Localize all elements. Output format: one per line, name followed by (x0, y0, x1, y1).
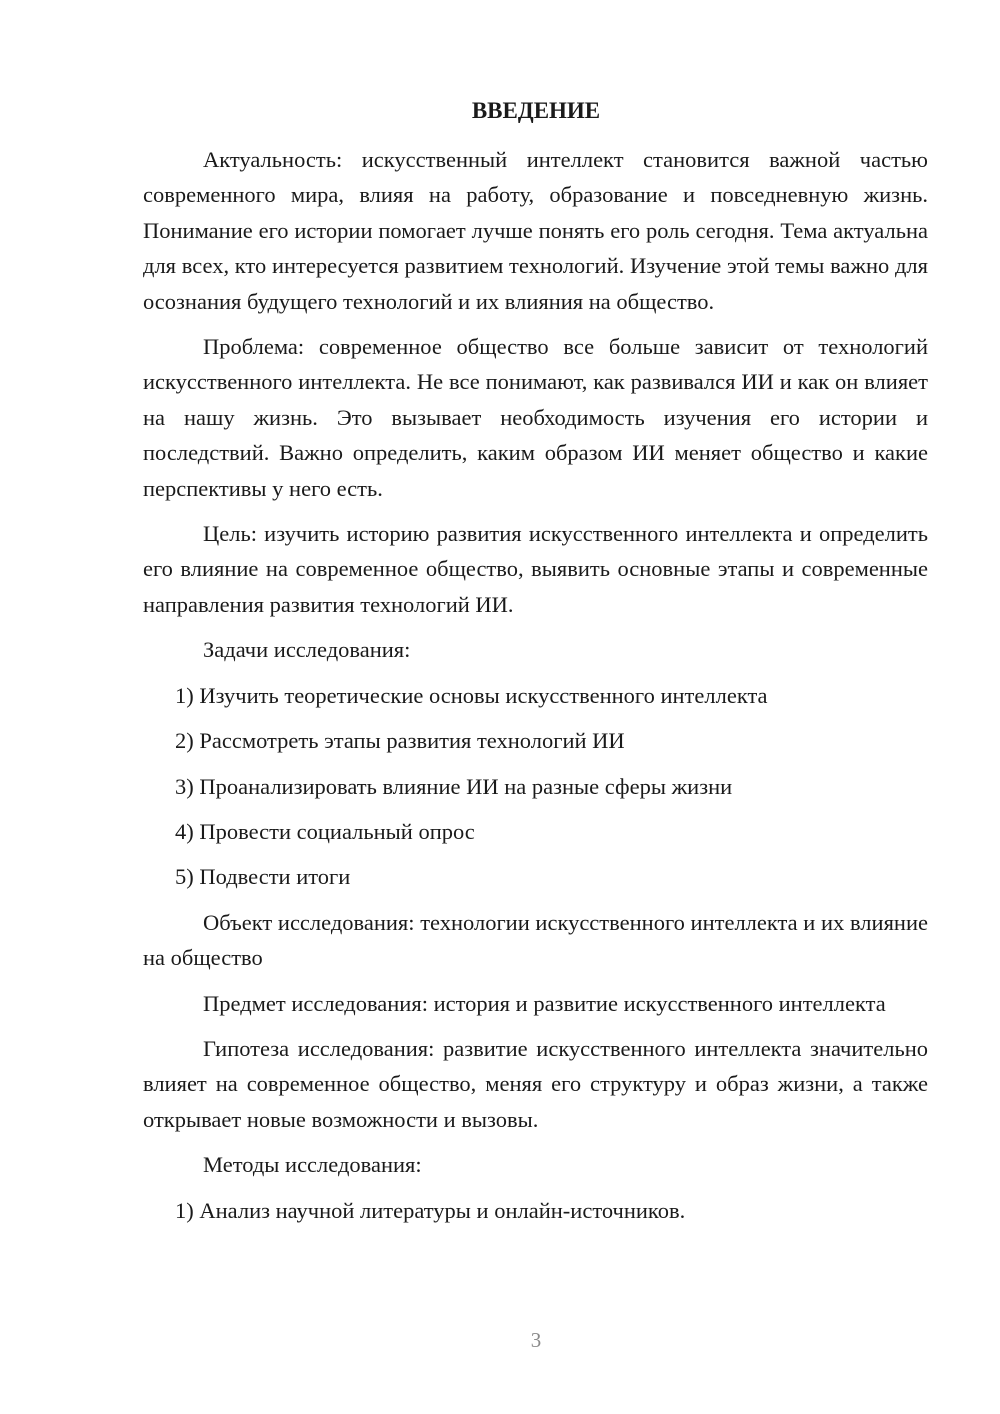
subject-paragraph: Предмет исследования: история и развитие искусственного интеллекта (203, 990, 886, 1016)
problem-paragraph: Проблема: современное общество все больше зависит от технологий искусственного интеллекта. Не все понимают, как развивался ИИ и как он влияет на нашу жизнь. Это вызывает необходимость изучения его истории и последствий. Важно определить, каким образом ИИ меняет общество и какие перспективы у него есть. (143, 334, 928, 501)
page-title: ВВЕДЕНИЕ (471, 98, 601, 123)
tasks-heading: Задачи исследования: (203, 637, 411, 663)
relevance-paragraph: Актуальность: искусственный интеллект становится важной частью современного мира, влияя на работу, образование и повседневную жизнь. Понимание его истории помогает лучше понять его роль сегодня. Тема актуальна для всех, кто интересуется развитием технологий. Изучение этой темы важно для осознания будущего технологий и их влияния на общество. (143, 147, 928, 314)
task-item-1: 1) Изучить теоретические основы искусственного интеллекта (175, 682, 768, 708)
task-item-3: 3) Проанализировать влияние ИИ на разные сферы жизни (175, 773, 733, 799)
task-item-2: 2) Рассмотреть этапы развития технологий ИИ (175, 728, 625, 754)
task-item-5: 5) Подвести итоги (175, 864, 351, 890)
methods-heading: Методы исследования: (203, 1152, 422, 1178)
goal-paragraph: Цель: изучить историю развития искусственного интеллекта и определить его влияние на современное общество, выявить основные этапы и современные направления развития технологий ИИ. (143, 521, 928, 617)
page-number: 3 (530, 1328, 542, 1352)
object-paragraph: Объект исследования: технологии искусственного интеллекта и их влияние на общество (143, 909, 928, 971)
method-item-1: 1) Анализ научной литературы и онлайн-источников. (175, 1197, 686, 1223)
hypothesis-paragraph: Гипотеза исследования: развитие искусственного интеллекта значительно влияет на современное общество, меняя его структуру и образ жизни, а также открывает новые возможности и вызовы. (143, 1035, 928, 1132)
document-body (143, 142, 928, 1238)
task-item-4: 4) Провести социальный опрос (175, 818, 475, 844)
